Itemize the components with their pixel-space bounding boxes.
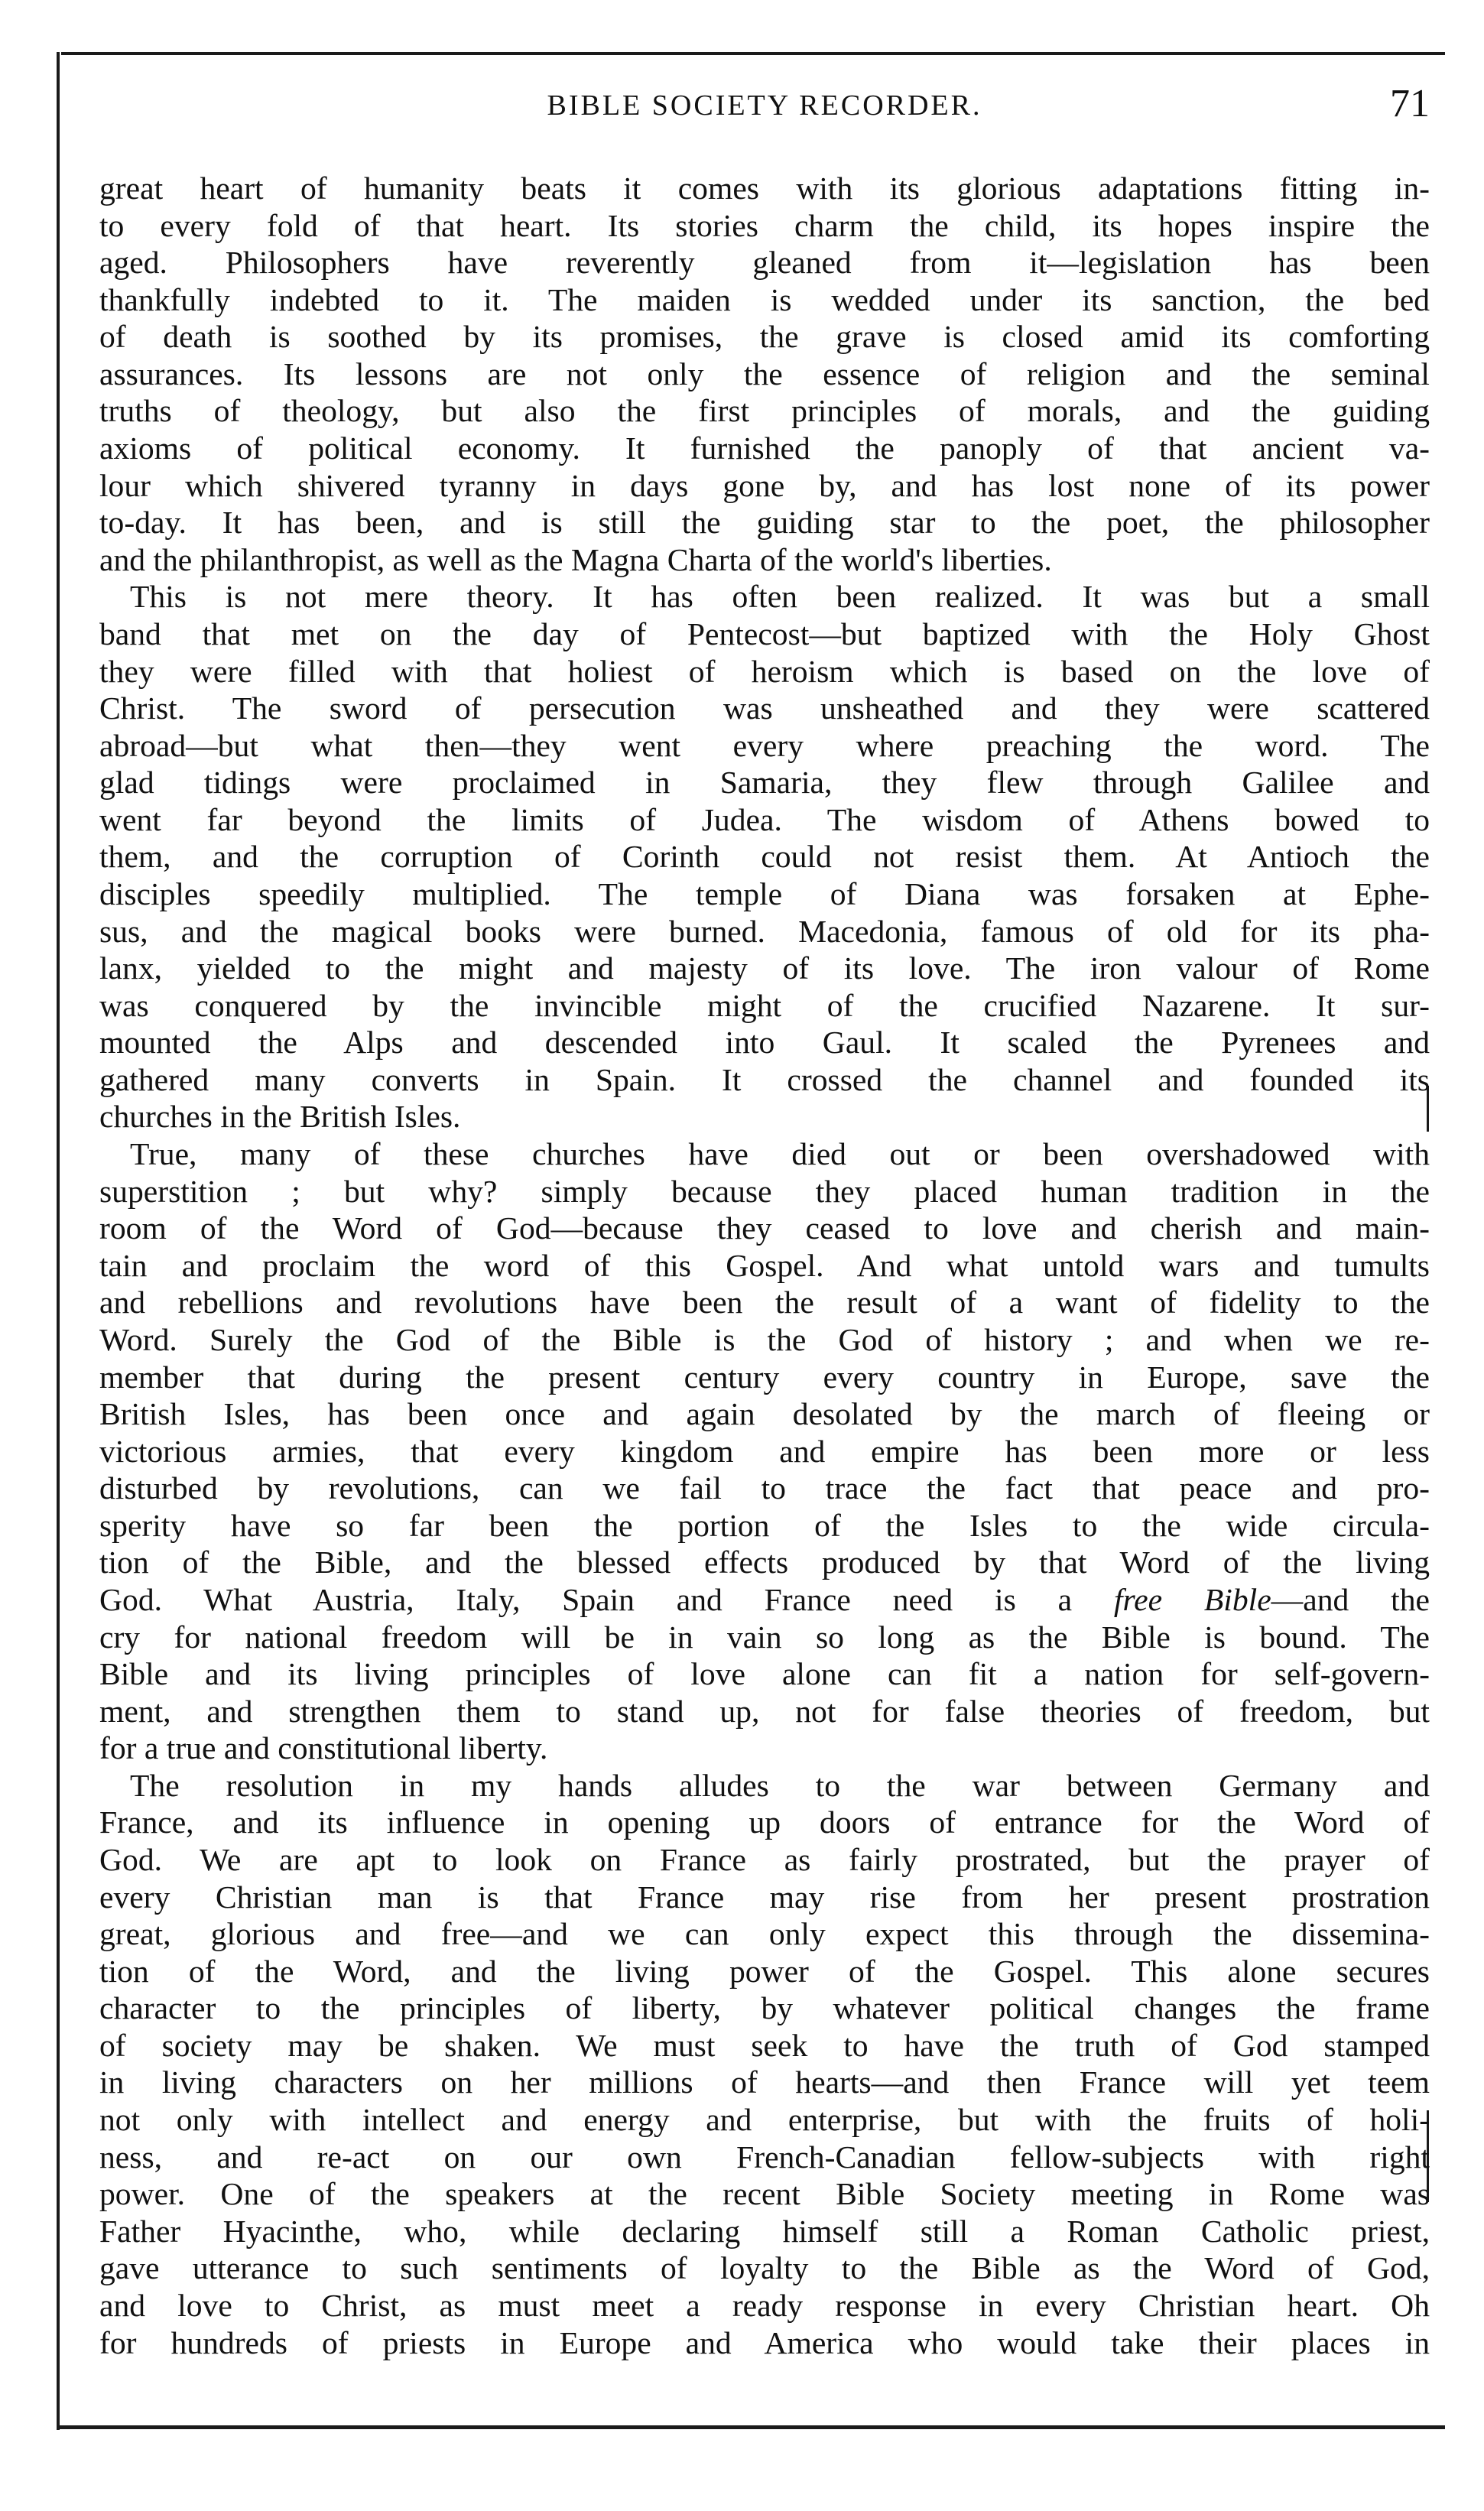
text-line: room of the Word of God—because they ceased to love and cherish and main- [99,1210,1430,1246]
text-line: ment, and strengthen them to stand up, not for false theories of freedom, but [99,1693,1430,1729]
page-number: 71 [1390,82,1430,125]
text-line: superstition ; but why? simply because they placed human tradition in the [99,1173,1430,1209]
text-line: This is not mere theory. It has often been realized. It was but a small [130,579,1430,615]
text-line: tion of the Word, and the living power of the Gospel. This alone secures [99,1953,1430,1989]
text-line: them, and the corruption of Corinth could not resist them. At Antioch the [99,839,1430,875]
text-line: aged. Philosophers have reverently gleaned from it—legislation has been [99,245,1430,281]
text-line: Christ. The sword of persecution was unsheathed and they were scattered [99,690,1430,726]
article-body [99,170,1430,2361]
text-line: lour which shivered tyranny in days gone by, and has lost none of its power [99,467,1430,503]
text-line: churches in the British Isles. [99,1099,461,1135]
text-line: every Christian man is that France may rise from her present prostration [99,1879,1430,1915]
text-line: great, glorious and free—and we can only expect this through the dissemina- [99,1916,1430,1952]
text-line: True, many of these churches have died out or been overshadowed with [130,1136,1430,1172]
text-line: tain and proclaim the word of this Gospel. And what untold wars and tumults [99,1247,1430,1283]
text-line: was conquered by the invincible might of the crucified Nazarene. It sur- [99,987,1430,1023]
text-line: disciples speedily multiplied. The temple of Diana was forsaken at Ephe- [99,875,1430,911]
text-line: member that during the present century every country in Europe, save the [99,1359,1430,1395]
text-line: not only with intellect and energy and enterprise, but with the fruits of holi- [99,2102,1430,2138]
text-line: Father Hyacinthe, who, while declaring himself still a Roman Catholic priest, [99,2213,1430,2249]
text-line: France, and its influence in opening up doors of entrance for the Word of [99,1804,1430,1840]
text-line: they were filled with that holiest of heroism which is based on the love of [99,653,1430,689]
text-line: gave utterance to such sentiments of loyalty to the Bible as the Word of God, [99,2250,1430,2286]
text-line: and rebellions and revolutions have been the result of a want of fidelity to the [99,1285,1430,1320]
text-line: and the philanthropist, as well as the Magna Charta of the world's liberties. [99,541,1052,577]
text-line: to every fold of that heart. Its stories charm the child, its hopes inspire the [99,207,1430,243]
text-line: cry for national freedom will be in vain so long as the Bible is bound. The [99,1619,1430,1655]
bottom-rule [57,2425,1445,2429]
text-line: disturbed by revolutions, can we fail to trace the fact that peace and pro- [99,1470,1430,1506]
text-line: Word. Surely the God of the Bible is the God of history ; and when we re- [99,1321,1430,1357]
text-line: band that met on the day of Pentecost—but baptized with the Holy Ghost [99,616,1430,651]
text-line: truths of theology, but also the first principles of morals, and the guiding [99,393,1430,429]
left-rule [57,52,60,2430]
text-line: lanx, yielded to the might and majesty of its love. The iron valour of Rome [99,950,1430,986]
text-line: gathered many converts in Spain. It crossed the channel and founded its [99,1061,1430,1097]
text-line: power. One of the speakers at the recent Bible Society meeting in Rome was [99,2176,1430,2212]
text-line: axioms of political economy. It furnished the panoply of that ancient va- [99,430,1430,466]
page-header [99,83,1430,136]
text-line: glad tidings were proclaimed in Samaria, they flew through Galilee and [99,765,1430,801]
text-line: sus, and the magical books were burned. Macedonia, famous of old for its pha- [99,913,1430,949]
text-line: of society may be shaken. We must seek to have the truth of God stamped [99,2027,1430,2063]
top-rule [61,52,1445,55]
text-line: went far beyond the limits of Judea. The wisdom of Athens bowed to [99,801,1430,837]
text-line: abroad—but what then—they went every where preaching the word. The [99,727,1430,763]
text-line: sperity have so far been the portion of the Isles to the wide circula- [99,1507,1430,1543]
text-line: God. What Austria, Italy, Spain and France need is a free Bible—and the [99,1581,1430,1617]
text-line: victorious armies, that every kingdom and empire has been more or less [99,1433,1430,1469]
emphasis: free Bible [1113,1581,1271,1617]
text-line: in living characters on her millions of hearts—and then France will yet teem [99,2064,1430,2100]
text-line: tion of the Bible, and the blessed effects produced by that Word of the living [99,1545,1430,1580]
text-line: and love to Christ, as must meet a ready response in every Christian heart. Oh [99,2287,1430,2323]
text-line: mounted the Alps and descended into Gaul. It scaled the Pyrenees and [99,1025,1430,1061]
text-line: of death is soothed by its promises, the grave is closed amid its comforting [99,319,1430,355]
text-line: British Isles, has been once and again desolated by the march of fleeing or [99,1396,1430,1432]
running-title: BIBLE SOCIETY RECORDER. [547,89,982,122]
text-line: Bible and its living principles of love alone can fit a nation for self-govern- [99,1656,1430,1692]
text-line: God. We are apt to look on France as fairly prostrated, but the prayer of [99,1842,1430,1878]
text-line: for hundreds of priests in Europe and America who would take their places in [99,2324,1430,2360]
text-line: to-day. It has been, and is still the guiding star to the poet, the philosopher [99,505,1430,541]
text-line: thankfully indebted to it. The maiden is wedded under its sanction, the bed [99,281,1430,317]
text-line: character to the principles of liberty, by whatever political changes the frame [99,1990,1430,2026]
text-line: The resolution in my hands alludes to the war between Germany and [130,1767,1430,1803]
text-line: great heart of humanity beats it comes with its glorious adaptations fitting in- [99,171,1430,206]
text-line: ness, and re-act on our own French-Canadian fellow-subjects with right [99,2139,1430,2175]
text-line: assurances. Its lessons are not only the essence of religion and the seminal [99,356,1430,391]
text-line: for a true and constitutional liberty. [99,1730,548,1766]
